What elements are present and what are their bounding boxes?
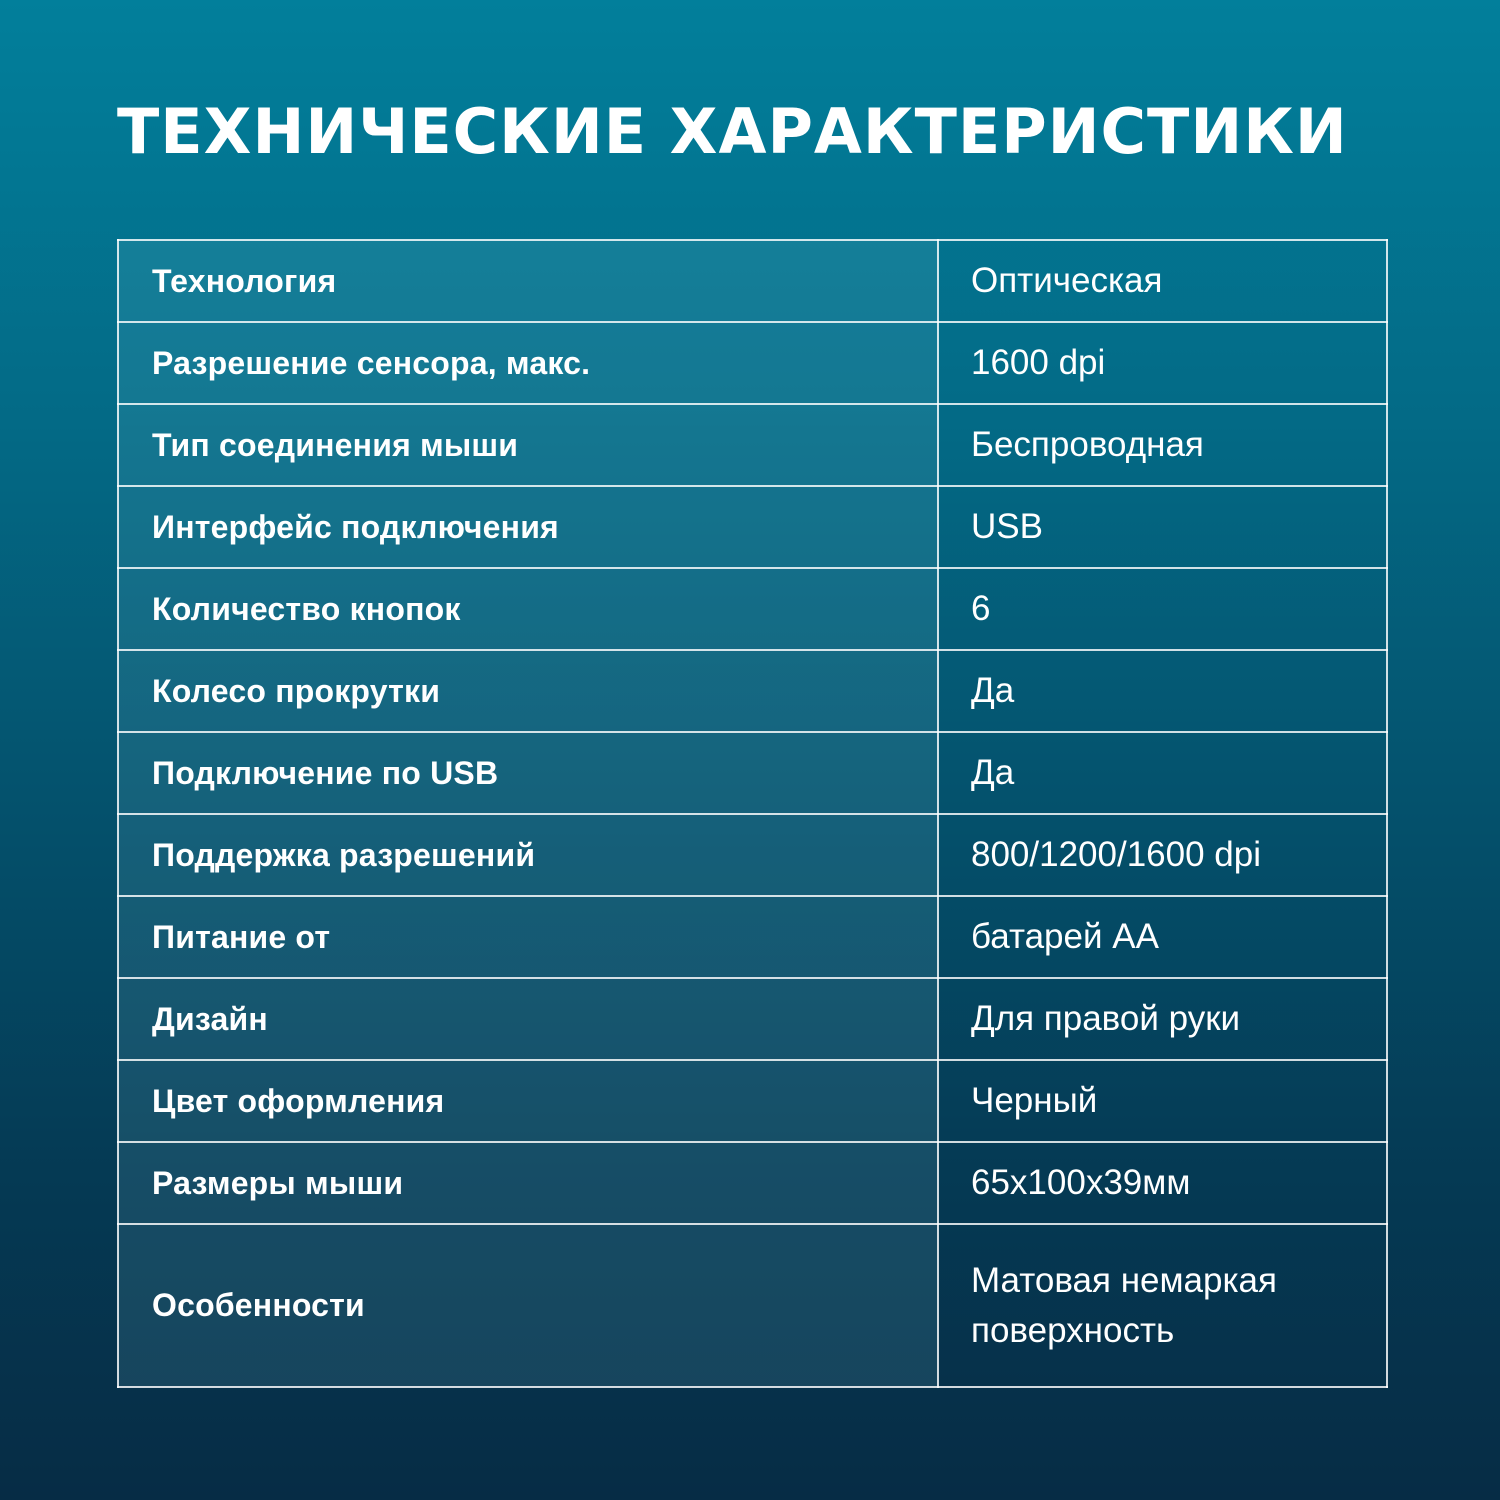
spec-value: Да xyxy=(938,732,1387,814)
table-row xyxy=(118,1060,1387,1142)
spec-value: Черный xyxy=(938,1060,1387,1142)
table-row xyxy=(118,486,1387,568)
spec-name: Особенности xyxy=(118,1224,938,1387)
spec-name: Размеры мыши xyxy=(118,1142,938,1224)
spec-value: Матовая немаркая поверхность xyxy=(938,1224,1387,1387)
spec-value: 800/1200/1600 dpi xyxy=(938,814,1387,896)
spec-name: Питание от xyxy=(118,896,938,978)
spec-value: Да xyxy=(938,650,1387,732)
table-row xyxy=(118,322,1387,404)
spec-name: Разрешение сенсора, макс. xyxy=(118,322,938,404)
spec-name: Колесо прокрутки xyxy=(118,650,938,732)
spec-value: Для правой руки xyxy=(938,978,1387,1060)
spec-value: 65х100х39мм xyxy=(938,1142,1387,1224)
spec-table xyxy=(117,239,1388,1388)
spec-value: USB xyxy=(938,486,1387,568)
spec-name: Интерфейс подключения xyxy=(118,486,938,568)
spec-name: Подключение по USB xyxy=(118,732,938,814)
spec-value: Оптическая xyxy=(938,240,1387,322)
table-row xyxy=(118,896,1387,978)
table-row xyxy=(118,814,1387,896)
table-row xyxy=(118,732,1387,814)
spec-name: Цвет оформления xyxy=(118,1060,938,1142)
spec-name: Количество кнопок xyxy=(118,568,938,650)
table-row xyxy=(118,978,1387,1060)
page-title: ТЕХНИЧЕСКИЕ ХАРАКТЕРИСТИКИ xyxy=(117,95,1348,168)
table-row xyxy=(118,240,1387,322)
spec-name: Поддержка разрешений xyxy=(118,814,938,896)
spec-value: Беспроводная xyxy=(938,404,1387,486)
spec-value: 6 xyxy=(938,568,1387,650)
spec-name: Технология xyxy=(118,240,938,322)
spec-value: 1600 dpi xyxy=(938,322,1387,404)
table-row xyxy=(118,404,1387,486)
table-row xyxy=(118,1224,1387,1387)
spec-name: Тип соединения мыши xyxy=(118,404,938,486)
spec-name: Дизайн xyxy=(118,978,938,1060)
table-row xyxy=(118,650,1387,732)
spec-value: батарей АА xyxy=(938,896,1387,978)
table-row xyxy=(118,1142,1387,1224)
table-row xyxy=(118,568,1387,650)
